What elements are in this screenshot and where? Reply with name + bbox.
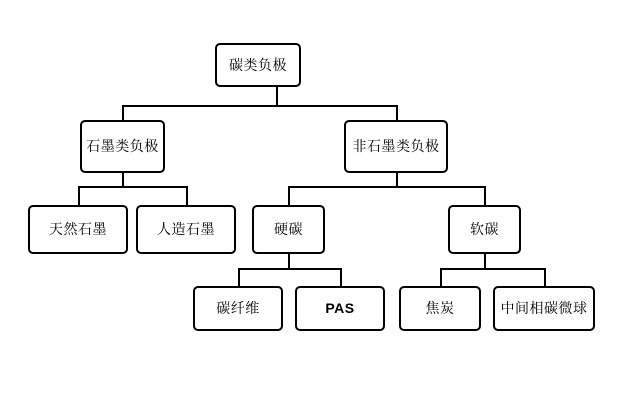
node-graphite-anode[interactable]: 石墨类负极 <box>80 120 165 173</box>
connector-natural-up <box>78 186 80 205</box>
connector-artificial-up <box>186 186 188 205</box>
node-artificial-graphite[interactable]: 人造石墨 <box>136 205 236 254</box>
node-carbon-fiber[interactable]: 碳纤维 <box>193 286 283 331</box>
connector-graphite-bus <box>78 186 188 188</box>
connector-level1-bus <box>122 105 398 107</box>
node-non-graphite-anode[interactable]: 非石墨类负极 <box>344 120 448 173</box>
node-soft-carbon[interactable]: 软碳 <box>448 205 521 254</box>
connector-coke-up <box>440 268 442 286</box>
connector-hardcarbon-bus <box>238 268 340 270</box>
connector-nongraphite-up <box>396 105 398 120</box>
connector-graphite-up <box>122 105 124 120</box>
connector-softcarbon-up <box>484 186 486 205</box>
connector-mcmb-up <box>544 268 546 286</box>
connector-hardcarbon-up <box>288 186 290 205</box>
node-coke[interactable]: 焦炭 <box>399 286 481 331</box>
connector-carbonfiber-up <box>238 268 240 286</box>
connector-pas-up <box>340 268 342 286</box>
node-pas[interactable]: PAS <box>295 286 385 331</box>
connector-root-down <box>276 86 278 107</box>
node-hard-carbon[interactable]: 硬碳 <box>252 205 325 254</box>
connector-nongraphite-bus <box>288 186 486 188</box>
node-carbon-anode[interactable]: 碳类负极 <box>215 43 301 87</box>
node-natural-graphite[interactable]: 天然石墨 <box>28 205 128 254</box>
node-mesocarbon-microbeads[interactable]: 中间相碳微球 <box>493 286 595 331</box>
connector-softcarbon-bus <box>440 268 544 270</box>
